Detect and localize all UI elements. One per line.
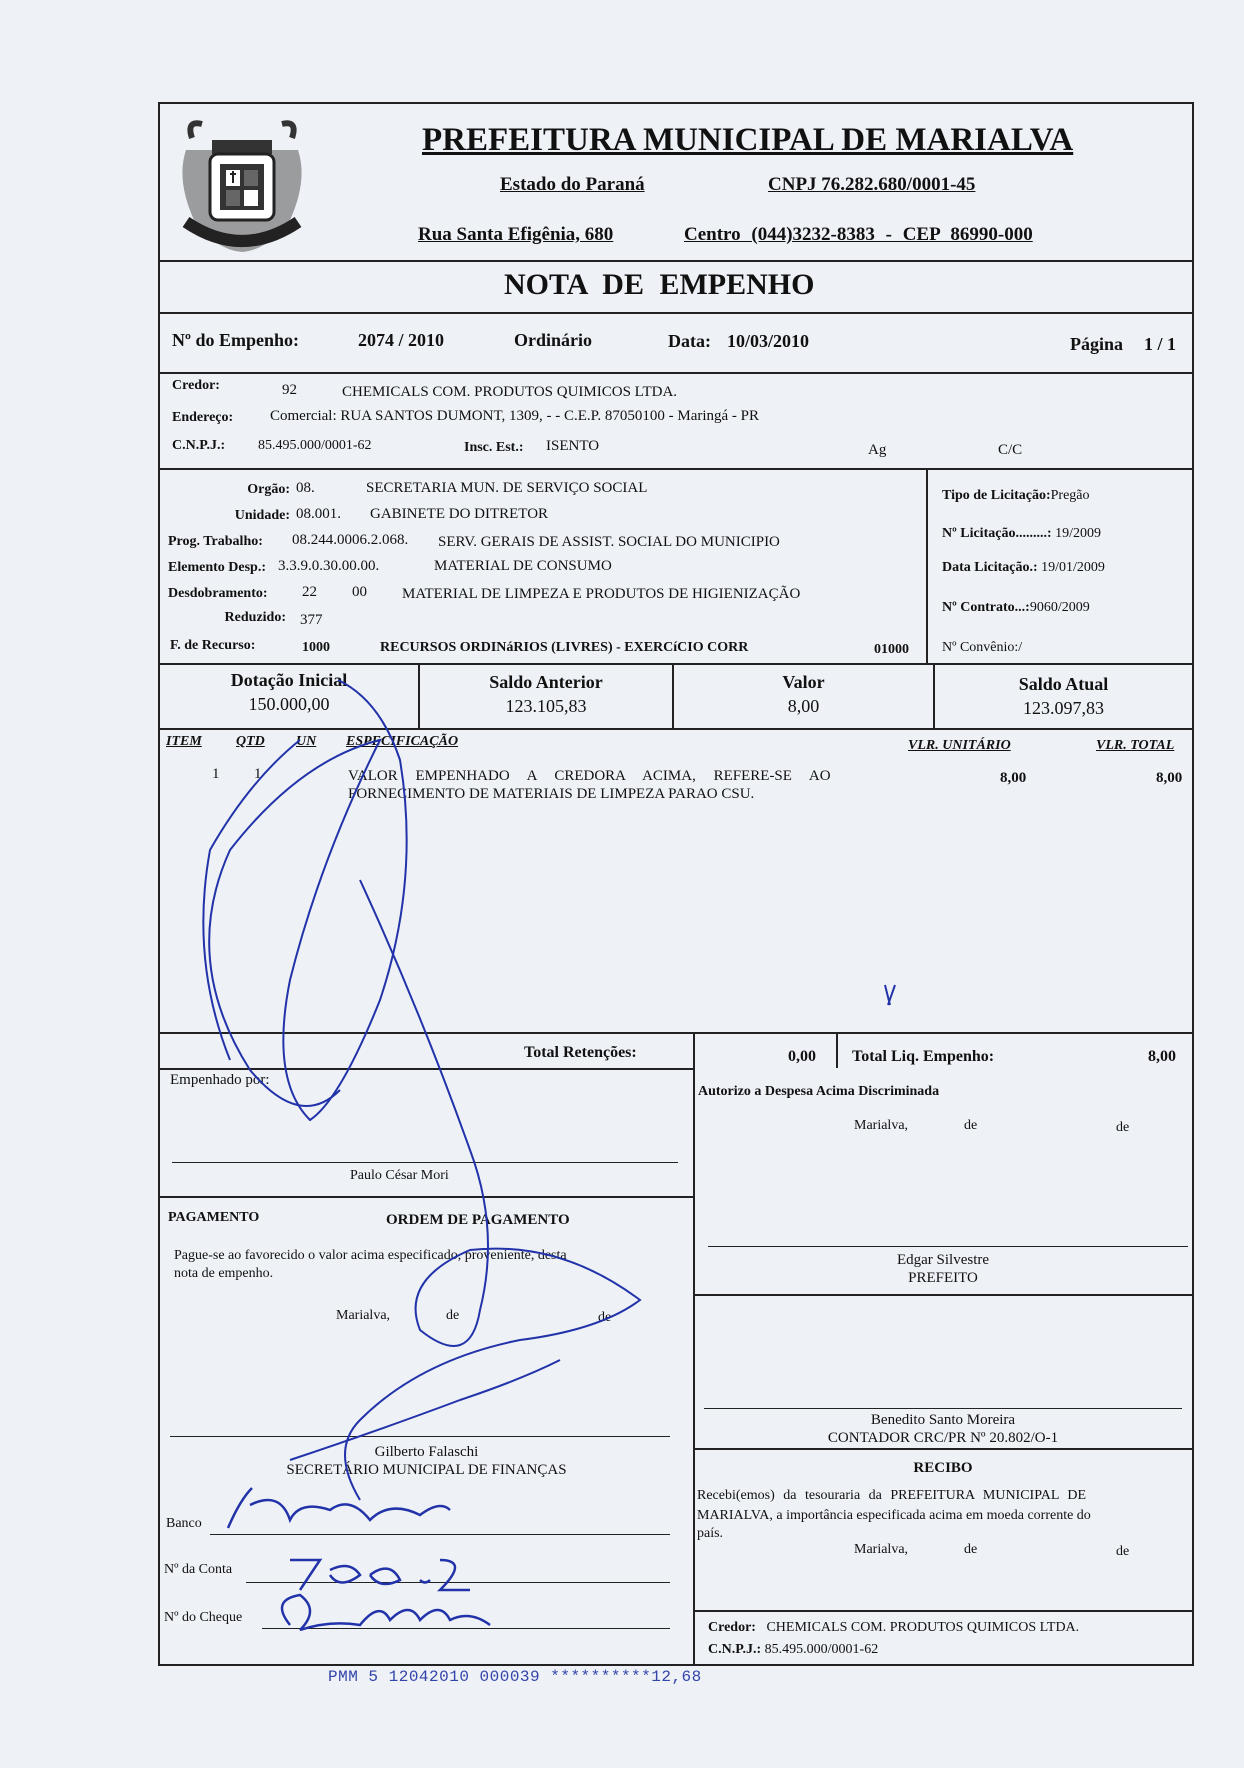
recibo-local: Marialva, <box>854 1542 909 1557</box>
page-title: PREFEITURA MUNICIPAL DE MARIALVA <box>422 122 1074 158</box>
orgao-name: SECRETARIA MUN. DE SERVIÇO SOCIAL <box>366 480 648 496</box>
ordem-label: ORDEM DE PAGAMENTO <box>386 1212 570 1228</box>
item-total-value: 8,00 <box>1156 770 1183 786</box>
secretario-name: Gilberto Falaschi <box>374 1444 479 1460</box>
empenhado-label: Empenhado por: <box>170 1072 270 1088</box>
dotacao-label: Dotação Inicial <box>230 670 348 690</box>
pagamento-text-line-2: nota de empenho. <box>174 1266 274 1281</box>
retencoes-value: 0,00 <box>788 1048 816 1065</box>
empenho-number: 2074 / 2010 <box>358 330 445 350</box>
signature-line <box>704 1408 1182 1409</box>
desdobramento-name: MATERIAL DE LIMPEZA E PRODUTOS DE HIGIENIZAÇÃO <box>402 586 801 602</box>
unidade-code: 08.001. <box>296 506 341 522</box>
divider <box>158 468 1194 470</box>
empenho-type: Ordinário <box>514 330 593 350</box>
col-qtd: QTD <box>236 734 265 749</box>
credor-label: Credor: <box>172 378 220 393</box>
divider <box>158 260 1194 262</box>
divider <box>158 1068 693 1070</box>
elemento-label: Elemento Desp.: <box>168 560 266 575</box>
insc-label: Insc. Est.: <box>464 440 524 455</box>
unidade-label: Unidade: <box>234 508 290 523</box>
item-description-line-1: VALOR EMPENHADO A CREDORA ACIMA, REFERE-SE AO <box>348 768 831 784</box>
divider <box>693 1032 695 1664</box>
recibo-credor-value: CHEMICALS COM. PRODUTOS QUIMICOS LTDA. <box>766 1620 1080 1635</box>
conta-line <box>246 1582 670 1583</box>
desdobramento-code-2: 00 <box>352 584 367 600</box>
credor-cnpj: 85.495.000/0001-62 <box>258 438 372 453</box>
pagamento-text-line-1: Pague-se ao favorecido o valor acima especificado, proveniente, desta <box>174 1248 567 1263</box>
prog-name: SERV. GERAIS DE ASSIST. SOCIAL DO MUNICIPIO <box>438 534 780 550</box>
orgao-code: 08. <box>296 480 315 496</box>
recibo-credor-label: Credor: <box>708 1620 756 1635</box>
licitacao-type <box>942 488 1090 504</box>
saldo-anterior-value: 123.105,83 <box>505 696 587 716</box>
state-label: Estado do Paraná <box>500 174 645 195</box>
liquido-label: Total Liq. Empenho: <box>852 1048 995 1065</box>
item-description-line-2: FORNECIMENTO DE MATERIAIS DE LIMPEZA PARAO CSU. <box>348 786 755 802</box>
desdobramento-code: 22 <box>302 584 317 600</box>
contador-title: CONTADOR CRC/PR Nº 20.802/O-1 <box>827 1430 1059 1446</box>
item-number: 1 <box>212 766 220 782</box>
licitacao-number-label: Nº Licitação.........: <box>942 526 1052 541</box>
secretario-title: SECRETÁRIO MUNICIPAL DE FINANÇAS <box>286 1462 567 1478</box>
cc-label: C/C <box>998 442 1023 458</box>
col-especificacao: ESPECIFICAÇÃO <box>346 734 459 749</box>
recurso-code: 1000 <box>302 640 330 655</box>
licitacao-type-label: Tipo de Licitação: <box>942 488 1051 503</box>
contrato-label: Nº Contrato...: <box>942 600 1030 615</box>
empenhado-name: Paulo César Mori <box>350 1168 449 1183</box>
pagamento-de-2: de <box>598 1310 612 1325</box>
divider <box>158 728 1194 730</box>
liquido-value: 8,00 <box>1148 1048 1176 1065</box>
licitacao-date-value: 19/01/2009 <box>1041 560 1105 575</box>
col-total-value: VLR. TOTAL <box>1096 738 1175 753</box>
cnpj-label: CNPJ 76.282.680/0001-45 <box>768 174 976 195</box>
pagamento-de: de <box>446 1308 460 1323</box>
reduzido-value: 377 <box>300 612 323 628</box>
orgao-label: Orgão: <box>247 482 290 497</box>
page-number: 1 / 1 <box>1144 334 1177 354</box>
contador-name: Benedito Santo Moreira <box>870 1412 1016 1428</box>
pagamento-label: PAGAMENTO <box>168 1210 260 1225</box>
reduzido-label: Reduzido: <box>224 610 286 625</box>
autorizo-label: Autorizo a Despesa Acima Discriminada <box>698 1084 940 1099</box>
insc-value: ISENTO <box>546 438 600 454</box>
licitacao-date <box>942 560 1105 576</box>
signature-line <box>172 1162 678 1163</box>
credor-name: CHEMICALS COM. PRODUTOS QUIMICOS LTDA. <box>342 384 678 400</box>
recibo-cnpj-value: 85.495.000/0001-62 <box>764 1642 879 1657</box>
divider <box>836 1032 838 1068</box>
date-value: 10/03/2010 <box>727 331 810 351</box>
unidade-name: GABINETE DO DITRETOR <box>370 506 549 522</box>
credor-cnpj-label: C.N.P.J.: <box>172 438 226 453</box>
de-label-2: de <box>1116 1120 1130 1135</box>
page-label: Página <box>1070 334 1124 354</box>
item-unit-value: 8,00 <box>1000 770 1027 786</box>
col-item: ITEM <box>166 734 202 749</box>
divider <box>158 312 1194 314</box>
document-title: NOTA DE EMPENHO <box>504 268 815 301</box>
prefeito-name: Edgar Silvestre <box>896 1252 990 1268</box>
contact-label: Centro (044)3232-8383 - CEP 86990-000 <box>684 224 1033 245</box>
divider <box>693 1610 1194 1612</box>
divider <box>158 663 1194 665</box>
item-qtd: 1 <box>254 766 262 782</box>
recibo-credor <box>708 1620 1079 1636</box>
licitacao-number <box>942 526 1101 542</box>
convenio-label: Nº Convênio:/ <box>942 640 1023 655</box>
divider <box>158 1032 1194 1034</box>
prog-label: Prog. Trabalho: <box>168 534 263 549</box>
prog-code: 08.244.0006.2.068. <box>292 532 409 548</box>
divider <box>926 468 928 663</box>
banco-label: Banco <box>166 1516 202 1531</box>
desdobramento-label: Desdobramento: <box>168 586 268 601</box>
col-unit-value: VLR. UNITÁRIO <box>908 738 1011 753</box>
contrato <box>942 600 1090 616</box>
saldo-atual-label: Saldo Atual <box>1018 674 1109 694</box>
col-un: UN <box>296 734 317 749</box>
address-field-label: Endereço: <box>172 410 234 425</box>
cheque-label: Nº do Cheque <box>164 1610 243 1625</box>
elemento-code: 3.3.9.0.30.00.00. <box>278 558 380 574</box>
empenho-number-label: Nº do Empenho: <box>172 330 299 350</box>
licitacao-number-value: 19/2009 <box>1055 526 1101 541</box>
de-label: de <box>964 1118 978 1133</box>
divider <box>158 372 1194 374</box>
saldo-anterior-label: Saldo Anterior <box>489 672 603 692</box>
signature-line <box>708 1246 1188 1247</box>
divider <box>693 1448 1194 1450</box>
recibo-text-line-2: MARIALVA, a importância especificada acima em moeda corrente do <box>697 1508 1091 1523</box>
saldo-atual-value: 123.097,83 <box>1023 698 1104 718</box>
contrato-value: 9060/2009 <box>1029 600 1090 615</box>
valor-label: Valor <box>782 672 825 692</box>
credor-address: Comercial: RUA SANTOS DUMONT, 1309, - - C.E.P. 87050100 - Maringá - PR <box>270 408 760 424</box>
recurso-label: F. de Recurso: <box>170 638 256 653</box>
prefeito-title: PREFEITO <box>908 1270 978 1286</box>
cheque-line <box>262 1628 670 1629</box>
recibo-de-2: de <box>1116 1544 1130 1559</box>
valor-value: 8,00 <box>787 696 820 716</box>
address-label: Rua Santa Efigênia, 680 <box>418 224 614 245</box>
ag-label: Ag <box>868 442 887 458</box>
date-label: Data: <box>668 331 711 351</box>
credor-code: 92 <box>282 382 297 398</box>
conta-label: Nº da Conta <box>164 1562 233 1577</box>
recibo-cnpj-label: C.N.P.J.: <box>708 1642 762 1657</box>
divider <box>158 1196 693 1198</box>
retencoes-label: Total Retenções: <box>524 1044 637 1061</box>
licitacao-date-label: Data Licitação.: <box>942 560 1038 575</box>
dotacao-value: 150.000,00 <box>248 694 330 714</box>
elemento-name: MATERIAL DE CONSUMO <box>434 558 612 574</box>
recurso-code-2: 01000 <box>874 642 909 657</box>
local-label: Marialva, <box>854 1118 909 1133</box>
signature-line <box>170 1436 670 1437</box>
divider <box>693 1294 1194 1296</box>
pagamento-local: Marialva, <box>336 1308 391 1323</box>
recibo-label: RECIBO <box>913 1460 973 1476</box>
licitacao-type-value: Pregão <box>1050 488 1090 503</box>
recurso-name: RECURSOS ORDINáRIOS (LIVRES) - EXERCíCIO CORR <box>380 640 749 655</box>
recibo-cnpj <box>708 1642 878 1658</box>
stamp-line: PMM 5 12042010 000039 **********12,68 <box>328 1668 702 1686</box>
banco-line <box>210 1534 670 1535</box>
recibo-text-line-1: Recebi(emos) da tesouraria da PREFEITURA MUNICIPAL DE <box>697 1488 1087 1503</box>
recibo-de: de <box>964 1542 978 1557</box>
recibo-text-line-3: país. <box>697 1526 724 1541</box>
